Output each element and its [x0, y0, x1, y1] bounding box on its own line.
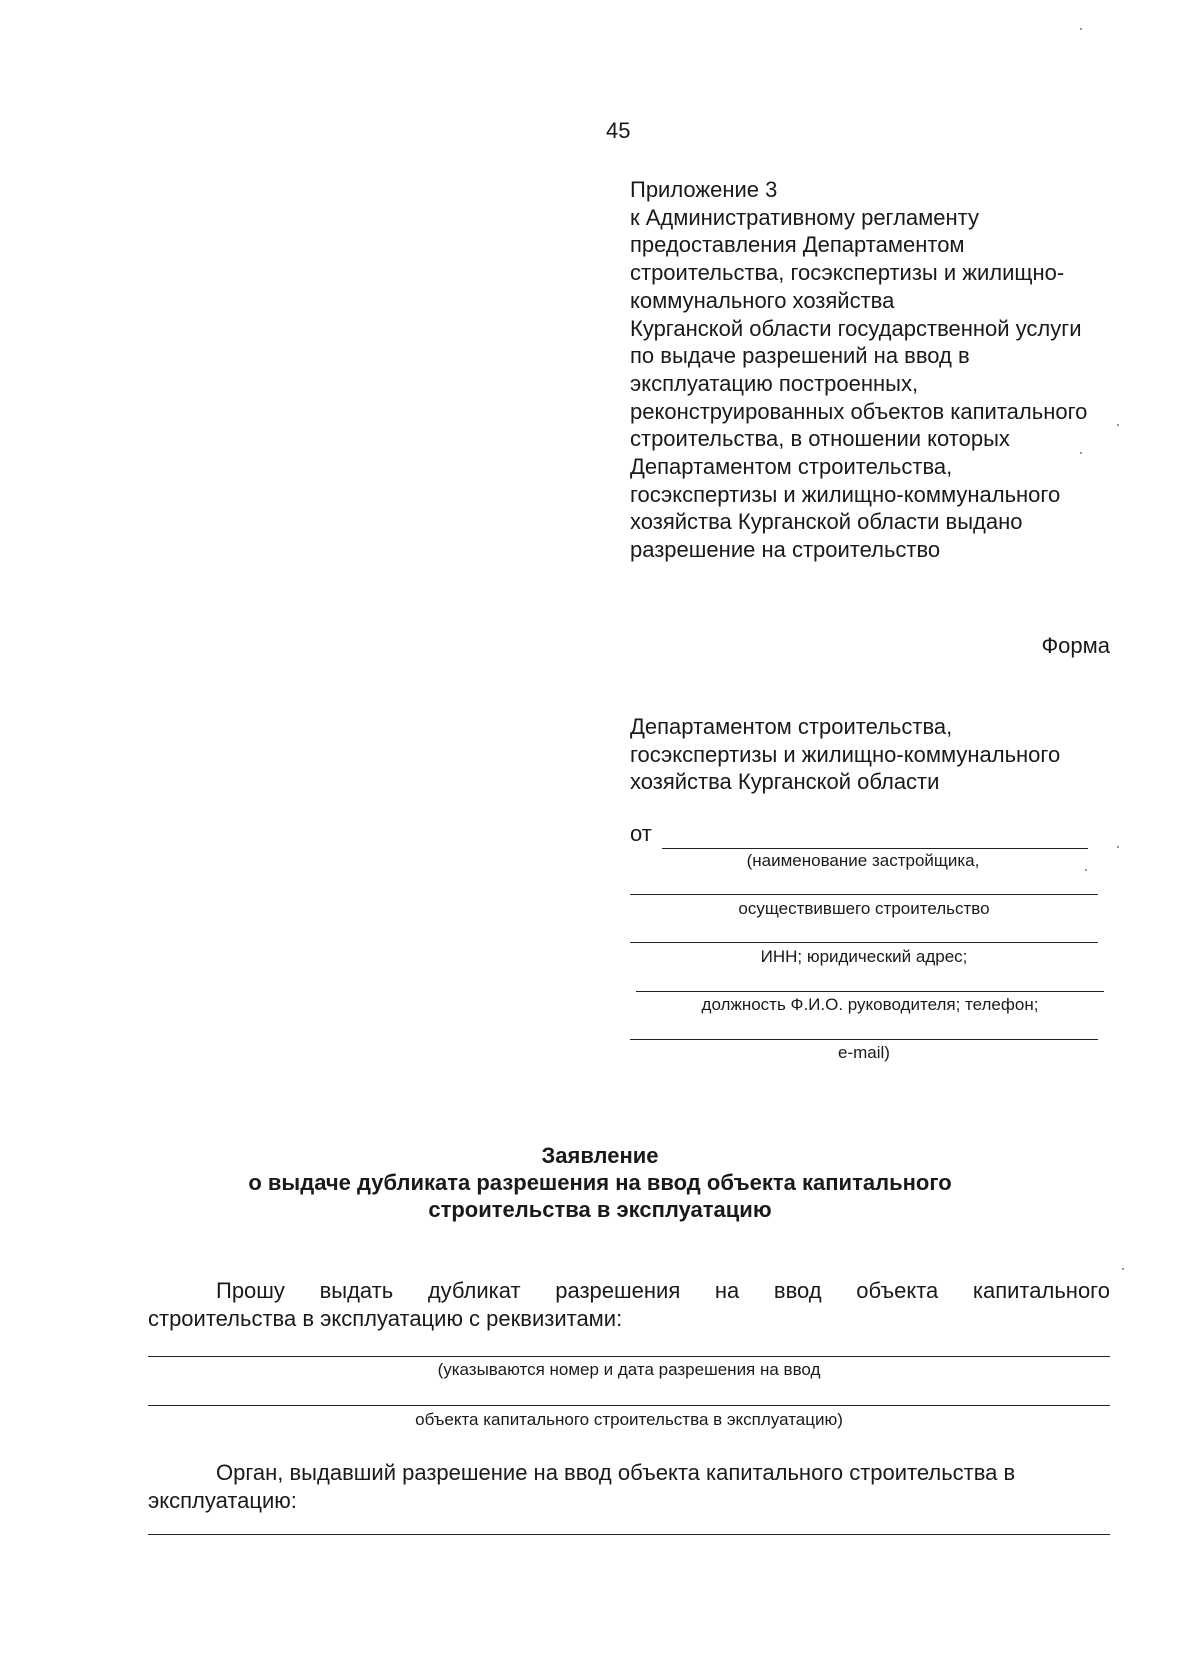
appendix-line: строительства, госэкспертизы и жилищно- [630, 260, 1065, 286]
appendix-line: Курганской области государственной услуги [630, 315, 1082, 341]
form-label: Форма [1041, 633, 1110, 658]
applicant-caption: должность Ф.И.О. руководителя; телефон; [701, 995, 1039, 1014]
appendix-line: к Административному регламенту [630, 204, 980, 230]
scan-speck [1122, 1268, 1124, 1270]
document-title [0, 1142, 1200, 1223]
applicant-field-line[interactable] [630, 942, 1098, 943]
permit-details-field[interactable] [148, 1405, 1110, 1406]
request-word: разрешения [555, 1278, 681, 1303]
addressee-block [630, 713, 1060, 796]
permit-details-field[interactable] [148, 1356, 1110, 1357]
appendix-line: Приложение 3 [630, 177, 778, 202]
appendix-line: по выдаче разрешений на ввод в [630, 343, 970, 369]
appendix-header [630, 176, 1110, 564]
request-word: ввод [773, 1278, 822, 1303]
request-word: объекта [856, 1278, 939, 1303]
permit-caption: объекта капитального строительства в эксплуатацию) [415, 1410, 843, 1429]
scan-speck [1080, 28, 1082, 30]
applicant-field-line[interactable] [630, 894, 1098, 895]
applicant-field-line[interactable] [636, 991, 1104, 992]
issuing-authority-field[interactable] [148, 1534, 1110, 1535]
from-label: от [630, 821, 652, 846]
request-word: капитального [972, 1278, 1110, 1303]
request-word: Прошу [216, 1278, 285, 1303]
appendix-line: Департаментом строительства, [630, 454, 953, 480]
appendix-line: эксплуатацию построенных, [630, 370, 919, 396]
appendix-line: хозяйства Курганской области выдано [630, 509, 1023, 535]
appendix-line: разрешение на строительство [630, 537, 941, 563]
addressee-line: госэкспертизы и жилищно-коммунального [630, 741, 1061, 767]
appendix-line: коммунального хозяйства [630, 287, 895, 313]
title-line: строительства в эксплуатацию [428, 1197, 772, 1222]
scan-speck [1080, 452, 1082, 454]
scan-speck [1117, 424, 1119, 426]
request-word: на [714, 1278, 740, 1303]
authority-line: эксплуатацию: [148, 1488, 297, 1513]
scan-speck [1085, 869, 1087, 871]
applicant-caption: (наименование застройщика, [746, 851, 980, 870]
title-line: Заявление [541, 1143, 659, 1168]
authority-paragraph [148, 1459, 1110, 1515]
permit-caption: (указываются номер и дата разрешения на ввод [437, 1360, 821, 1379]
applicant-field-line[interactable] [630, 1039, 1098, 1040]
addressee-line: Департаментом строительства, [630, 714, 953, 739]
scan-speck [1117, 846, 1119, 848]
request-word: выдать [319, 1278, 394, 1303]
appendix-line: реконструированных объектов капитального [630, 398, 1088, 424]
title-line: о выдаче дубликата разрешения на ввод объекта капитального [248, 1170, 952, 1195]
applicant-caption: осуществившего строительство [738, 899, 990, 918]
applicant-caption: ИНН; юридический адрес; [760, 947, 968, 966]
request-word: дубликат [427, 1278, 521, 1303]
appendix-line: предоставления Департаментом [630, 232, 965, 258]
authority-line: Орган, выдавший разрешение на ввод объекта капитального строительства в [216, 1460, 1016, 1485]
page-number: 45 [606, 118, 631, 143]
appendix-line: строительства, в отношении которых [630, 426, 1010, 452]
applicant-caption: e-mail) [838, 1043, 890, 1062]
request-line: строительства в эксплуатацию с реквизитами: [148, 1306, 623, 1331]
request-paragraph [148, 1277, 1110, 1333]
applicant-name-field[interactable] [662, 848, 1088, 849]
request-line [148, 1277, 1110, 1305]
addressee-line: хозяйства Курганской области [630, 769, 940, 794]
appendix-line: госэкспертизы и жилищно-коммунального [630, 481, 1061, 507]
